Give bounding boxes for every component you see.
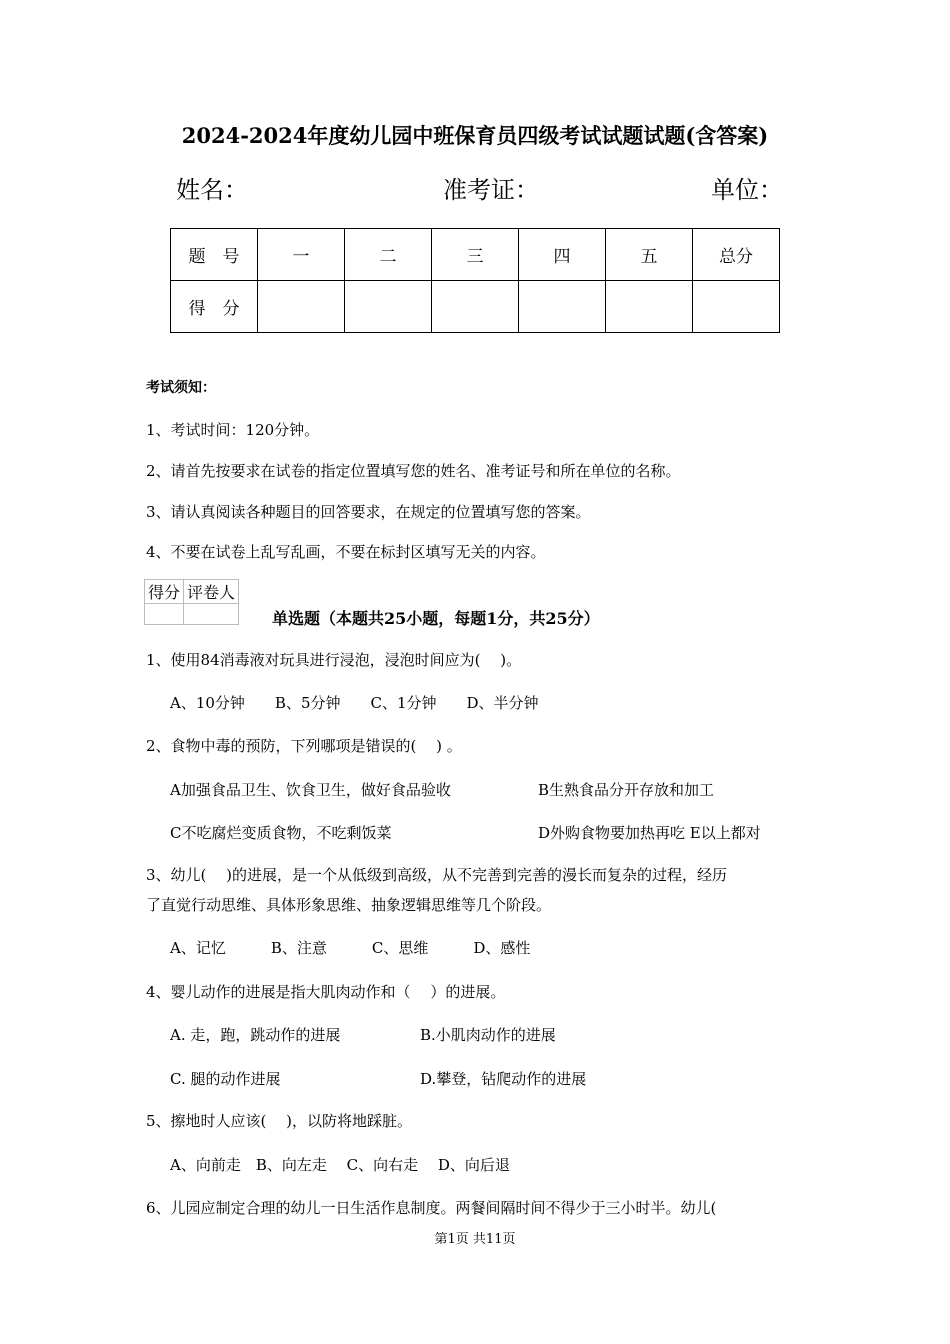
question-2-option-b: B生熟食品分开存放和加工 [538, 781, 715, 799]
exam-id-label: 准考证： [443, 176, 539, 204]
question-3-stem-line-2: 了直觉行动思维、具体形象思维、抽象逻辑思维等几个阶段。 [146, 896, 552, 914]
score-cell [258, 281, 345, 333]
grader-box-grader-label: 评卷人 [184, 580, 239, 604]
score-table [170, 228, 780, 333]
header-cell-2: 二 [345, 229, 432, 281]
question-6-stem: 6、儿园应制定合理的幼儿一日生活作息制度。两餐间隔时间不得少于三小时半。幼儿( [146, 1199, 717, 1217]
question-4-stem: 4、婴儿动作的进展是指大肌肉动作和（ ）的进展。 [146, 983, 506, 1001]
notice-item: 1、考试时间：120分钟。 [146, 421, 320, 439]
question-2-option-a: A加强食品卫生、饮食卫生，做好食品验收 [170, 781, 451, 799]
unit-label: 单位： [711, 176, 783, 204]
question-5-stem: 5、擦地时人应该( )，以防将地踩脏。 [146, 1112, 413, 1130]
notice-item: 2、请首先按要求在试卷的指定位置填写您的姓名、准考证号和所在单位的名称。 [146, 462, 681, 480]
question-4-option-b: B.小肌肉动作的进展 [420, 1026, 556, 1044]
question-2-option-c: C不吃腐烂变质食物，不吃剩饭菜 [170, 824, 392, 842]
page-footer: 第1页 共11页 [434, 1232, 516, 1247]
score-cell [606, 281, 693, 333]
score-cell [432, 281, 519, 333]
header-cell-1: 一 [258, 229, 345, 281]
score-row-label: 得 分 [171, 281, 258, 333]
question-2-option-d: D外购食物要加热再吃 E以上都对 [538, 824, 761, 842]
name-label: 姓名： [176, 176, 248, 204]
question-2-stem: 2、食物中毒的预防，下列哪项是错误的( ) 。 [146, 737, 462, 755]
question-3-options: A、记忆 B、注意 C、思维 D、感性 [170, 939, 531, 957]
grader-box-grader-cell [184, 604, 239, 625]
header-cell-3: 三 [432, 229, 519, 281]
header-cell-label: 题 号 [171, 229, 258, 281]
question-1-options: A、10分钟 B、5分钟 C、1分钟 D、半分钟 [170, 694, 539, 712]
grader-box-score-cell [145, 604, 184, 625]
grader-box [144, 579, 239, 625]
header-cell-5: 五 [606, 229, 693, 281]
score-table-header-row [171, 229, 780, 281]
score-table-score-row [171, 281, 780, 333]
notice-item: 4、不要在试卷上乱写乱画，不要在标封区填写无关的内容。 [146, 543, 546, 561]
score-cell [519, 281, 606, 333]
notice-heading: 考试须知： [146, 380, 216, 396]
question-1-stem: 1、使用84消毒液对玩具进行浸泡，浸泡时间应为( )。 [146, 651, 522, 669]
score-cell [345, 281, 432, 333]
question-4-option-d: D.攀登，钻爬动作的进展 [420, 1070, 587, 1088]
score-cell [693, 281, 780, 333]
header-cell-4: 四 [519, 229, 606, 281]
grader-box-score-label: 得分 [145, 580, 184, 604]
question-5-options: A、向前走 B、向左走 C、向右走 D、向后退 [170, 1156, 510, 1174]
header-cell-total: 总分 [693, 229, 780, 281]
question-3-stem-line-1: 3、幼儿( )的进展，是一个从低级到高级，从不完善到完善的漫长而复杂的过程，经历 [146, 866, 728, 884]
section-title: 单选题（本题共25小题，每题1分，共25分） [272, 609, 600, 628]
page-title: 2024-2024年度幼儿园中班保育员四级考试试题试题(含答案) [181, 123, 769, 148]
notice-item: 3、请认真阅读各种题目的回答要求，在规定的位置填写您的答案。 [146, 503, 591, 521]
question-4-option-c: C. 腿的动作进展 [170, 1070, 281, 1088]
question-4-option-a: A. 走，跑，跳动作的进展 [170, 1026, 341, 1044]
